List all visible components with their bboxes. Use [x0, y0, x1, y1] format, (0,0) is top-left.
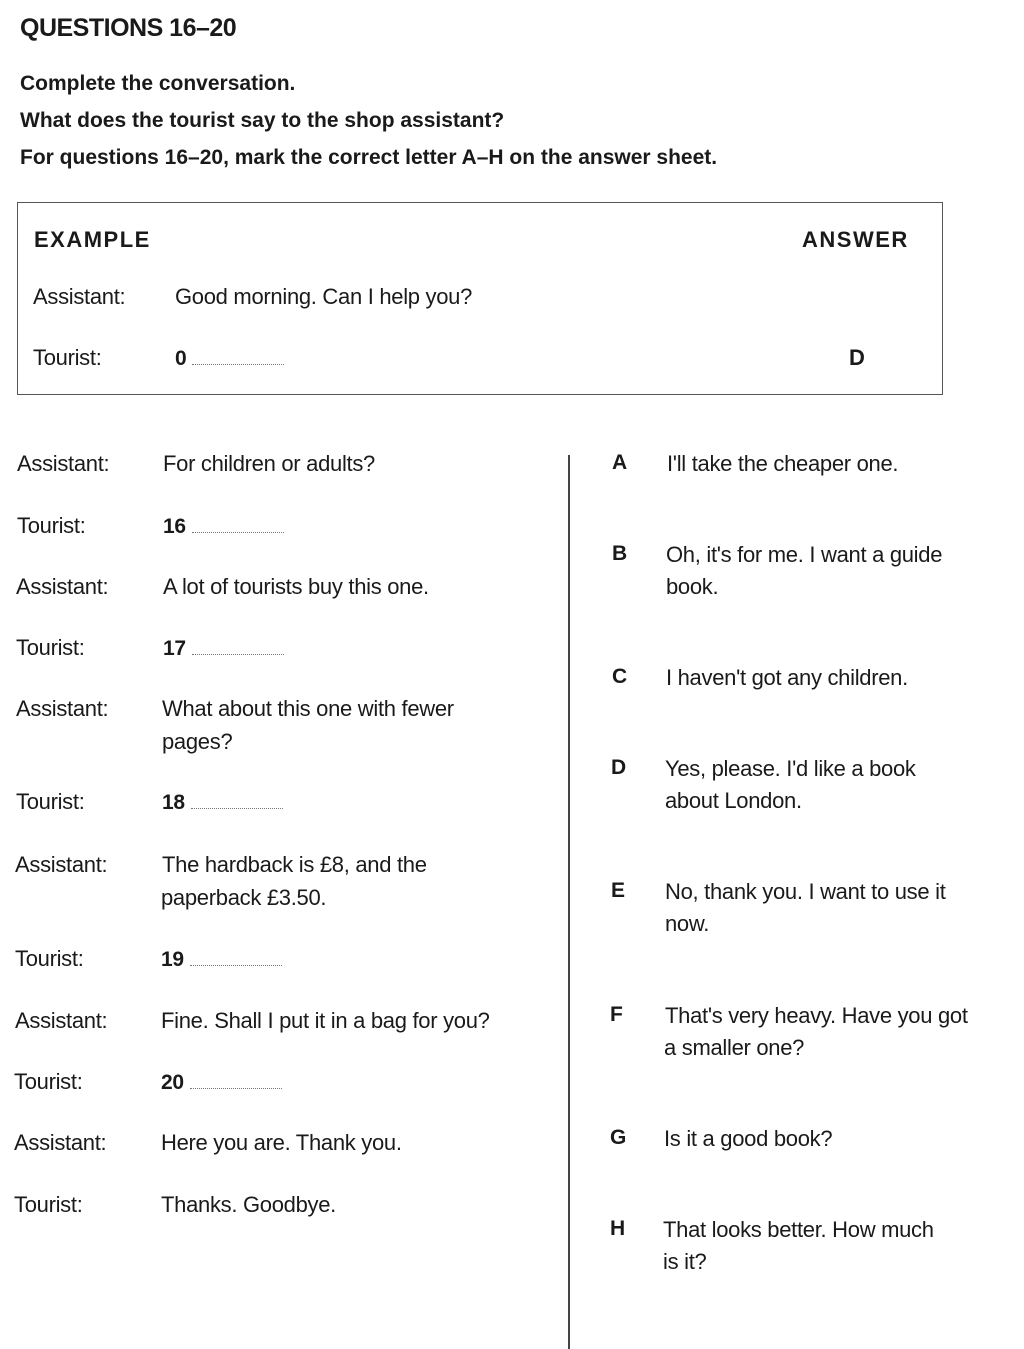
- option-letter-a: A: [612, 451, 628, 474]
- example-speaker-tourist: Tourist:: [33, 345, 102, 370]
- conv-speaker-2: Tourist:: [17, 513, 86, 538]
- option-letter-f: F: [610, 1003, 623, 1026]
- option-letter-d: D: [611, 756, 627, 779]
- conv-text-9: Fine. Shall I put it in a bag for you?: [161, 1008, 490, 1033]
- answer-blank-19: [190, 951, 282, 966]
- conv-speaker-11: Assistant:: [14, 1130, 107, 1155]
- conv-speaker-12: Tourist:: [14, 1192, 83, 1217]
- answer-blank-20: [190, 1074, 282, 1089]
- conv-text-7a: The hardback is £8, and the: [162, 852, 427, 877]
- option-b-line-1: Oh, it's for me. I want a guide: [666, 542, 943, 567]
- question-19: [161, 946, 282, 972]
- conv-speaker-4: Tourist:: [16, 635, 85, 660]
- conv-speaker-10: Tourist:: [14, 1069, 83, 1094]
- conv-speaker-1: Assistant:: [17, 451, 110, 476]
- option-h-line-2: is it?: [663, 1249, 707, 1274]
- question-18: [162, 789, 283, 815]
- conv-text-11: Here you are. Thank you.: [161, 1130, 402, 1155]
- conv-text-1: For children or adults?: [163, 451, 375, 476]
- conv-text-5b: pages?: [162, 729, 233, 754]
- option-d-line-2: about London.: [665, 788, 802, 813]
- option-letter-b: B: [612, 542, 628, 565]
- question-20: [161, 1069, 282, 1095]
- question-number-18: 18: [162, 791, 185, 814]
- option-g-line-1: Is it a good book?: [664, 1126, 833, 1151]
- example-speaker-assistant: Assistant:: [33, 284, 126, 309]
- answer-blank-16: [192, 518, 284, 533]
- option-f-line-2: a smaller one?: [664, 1035, 805, 1060]
- option-h-line-1: That looks better. How much: [663, 1217, 934, 1242]
- option-letter-h: H: [610, 1217, 626, 1240]
- option-b-line-2: book.: [666, 574, 719, 599]
- option-e-line-2: now.: [665, 911, 710, 936]
- option-a-line-1: I'll take the cheaper one.: [667, 451, 899, 476]
- example-tourist-line: [175, 345, 284, 371]
- instruction-line-2: What does the tourist say to the shop assistant?: [20, 109, 505, 132]
- example-question-number: 0: [175, 347, 187, 370]
- example-answer: D: [849, 345, 867, 370]
- option-letter-c: C: [612, 665, 628, 688]
- conv-speaker-8: Tourist:: [15, 946, 84, 971]
- conv-speaker-9: Assistant:: [15, 1008, 108, 1033]
- conv-text-3: A lot of tourists buy this one.: [163, 574, 429, 599]
- conv-speaker-6: Tourist:: [16, 789, 85, 814]
- option-f-line-1: That's very heavy. Have you got: [665, 1003, 968, 1028]
- answer-label: ANSWER: [802, 227, 909, 252]
- question-number-19: 19: [161, 948, 184, 971]
- question-number-16: 16: [163, 515, 186, 538]
- conv-text-7b: paperback £3.50.: [161, 885, 327, 910]
- instruction-line-1: Complete the conversation.: [20, 72, 296, 95]
- option-c-line-1: I haven't got any children.: [666, 665, 908, 690]
- example-answer-blank: [192, 350, 284, 365]
- example-assistant-text: Good morning. Can I help you?: [175, 284, 473, 309]
- example-label: EXAMPLE: [34, 227, 151, 252]
- column-divider: [568, 455, 570, 1349]
- instruction-line-3: For questions 16–20, mark the correct letter A–H on the answer sheet.: [20, 146, 718, 169]
- option-letter-e: E: [611, 879, 626, 902]
- conv-text-12: Thanks. Goodbye.: [161, 1192, 336, 1217]
- conv-text-5a: What about this one with fewer: [162, 696, 454, 721]
- question-number-20: 20: [161, 1071, 184, 1094]
- conv-speaker-3: Assistant:: [16, 574, 109, 599]
- option-d-line-1: Yes, please. I'd like a book: [665, 756, 916, 781]
- option-letter-g: G: [610, 1126, 627, 1149]
- question-16: [163, 513, 284, 539]
- page-title: QUESTIONS 16–20: [20, 14, 237, 42]
- option-e-line-1: No, thank you. I want to use it: [665, 879, 946, 904]
- answer-blank-17: [192, 640, 284, 655]
- question-17: [163, 635, 284, 661]
- question-number-17: 17: [163, 637, 186, 660]
- conv-speaker-7: Assistant:: [15, 852, 108, 877]
- conv-speaker-5: Assistant:: [16, 696, 109, 721]
- answer-blank-18: [191, 794, 283, 809]
